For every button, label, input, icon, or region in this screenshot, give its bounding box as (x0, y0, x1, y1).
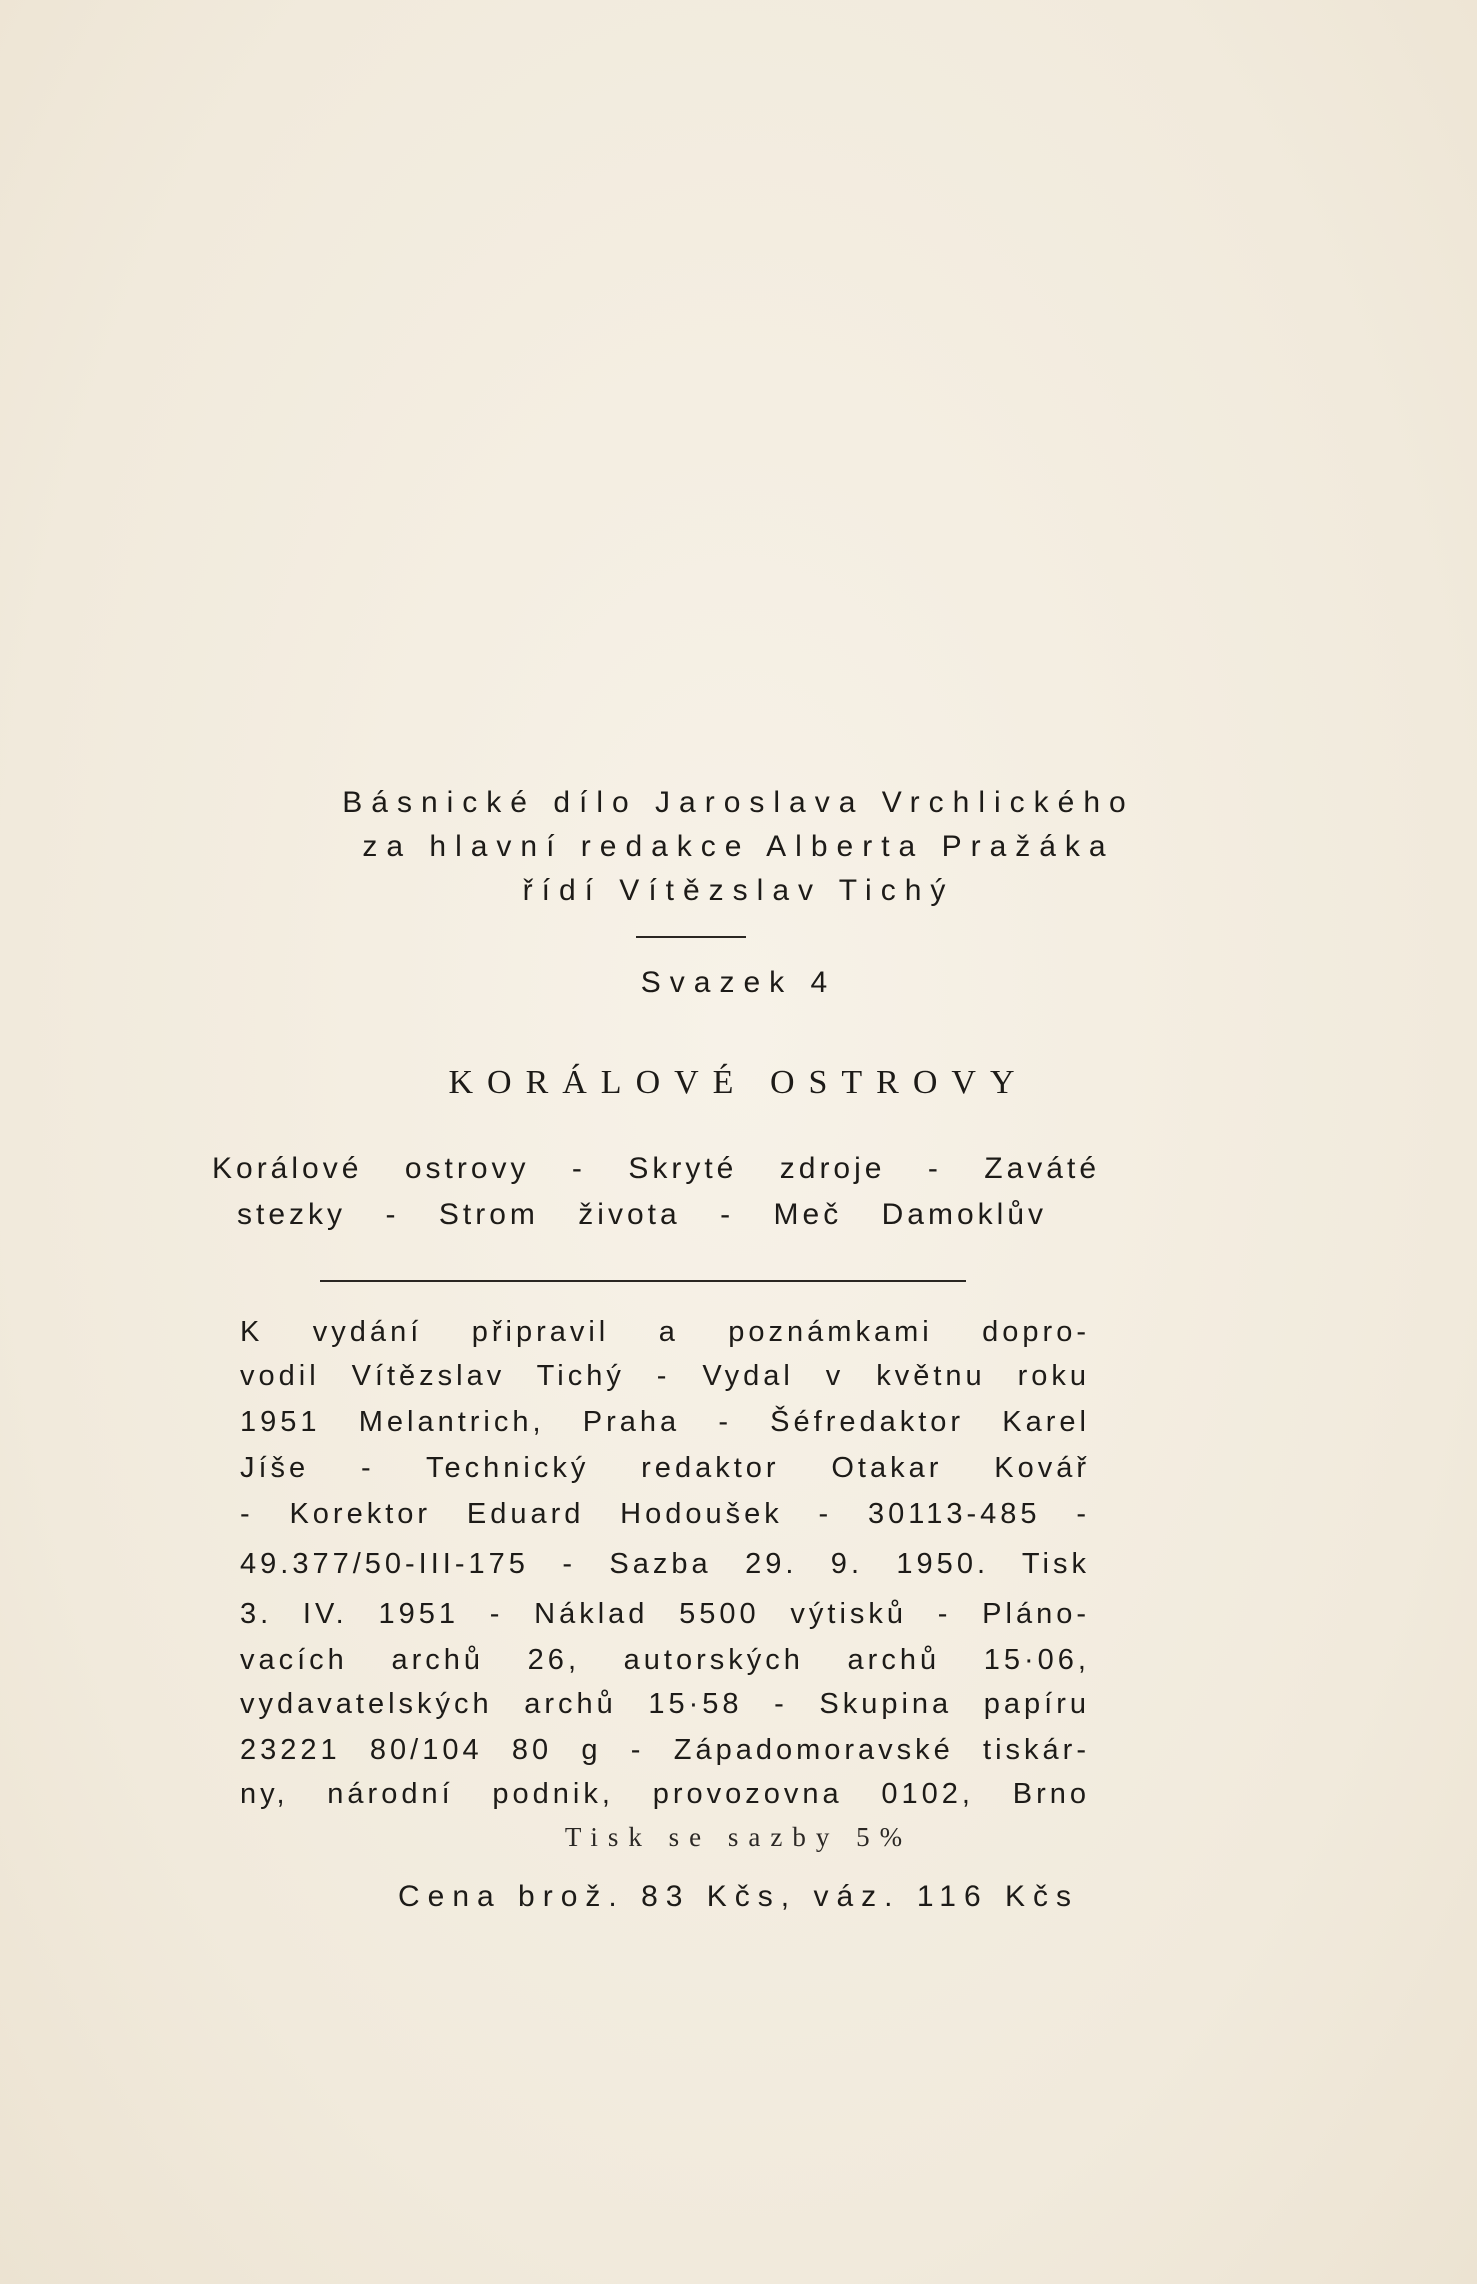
colophon-line: vydavatelských archů 15·58 - Skupina papíru (240, 1688, 1090, 1720)
colophon-line: 49.377/50-III-175 - Sazba 29. 9. 1950. Tisk (240, 1548, 1090, 1580)
editor-line: za hlavní redakce Alberta Pražáka (362, 830, 1115, 863)
colophon-line: 23221 80/104 80 g - Západomoravské tiskár- (240, 1734, 1090, 1766)
series-line: Básnické dílo Jaroslava Vrchlického (342, 786, 1135, 819)
contents-line-1: Korálové ostrovy - Skryté zdroje - Zaváté (212, 1152, 1100, 1185)
tax-note: Tisk se sazby 5% (564, 1822, 913, 1852)
volume-title: KORÁLOVÉ OSTROVY (448, 1064, 1029, 1101)
director-line: řídí Vítězslav Tichý (522, 874, 955, 907)
colophon-line: K vydání připravil a poznámkami dopro- (240, 1316, 1090, 1348)
volume-label: Svazek 4 (640, 966, 837, 999)
contents-line-2: stezky - Strom života - Meč Damoklův (237, 1198, 1047, 1231)
colophon-line: Jíše - Technický redaktor Otakar Kovář (240, 1452, 1090, 1484)
colophon-line: 1951 Melantrich, Praha - Šéfredaktor Karel (240, 1406, 1090, 1438)
long-divider (320, 1280, 966, 1282)
colophon-line: vodil Vítězslav Tichý - Vydal v květnu roku (240, 1360, 1090, 1392)
colophon-line: - Korektor Eduard Hodoušek - 30113-485 - (240, 1498, 1090, 1530)
colophon-line: ny, národní podnik, provozovna 0102, Brno (240, 1778, 1090, 1810)
colophon-line: 3. IV. 1951 - Náklad 5500 výtisků - Pláno- (240, 1598, 1090, 1630)
short-divider (636, 936, 746, 938)
price-line: Cena brož. 83 Kčs, váz. 116 Kčs (398, 1880, 1079, 1913)
colophon-line: vacích archů 26, autorských archů 15·06, (240, 1644, 1090, 1676)
